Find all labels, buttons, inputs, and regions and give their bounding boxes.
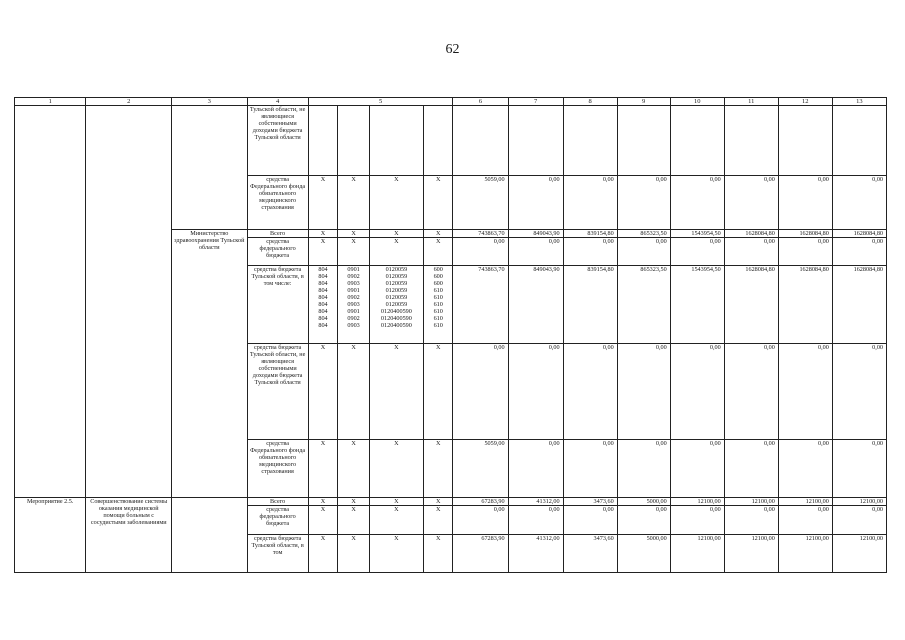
cell-value: 0,00 xyxy=(617,506,670,535)
cell-value: 3473,60 xyxy=(563,535,617,573)
code-entry: 0901 xyxy=(347,266,360,273)
code-entry: 600 xyxy=(433,273,443,280)
cell-source: средства бюджета Тульской области, в том xyxy=(247,535,308,573)
cell-value: 0,00 xyxy=(724,344,778,440)
cell-kbk: X xyxy=(423,344,453,440)
cell-value: 67283,90 xyxy=(453,535,508,573)
cell-value xyxy=(508,106,563,176)
cell-value: 41312,00 xyxy=(508,535,563,573)
cell-kbk: X xyxy=(338,238,370,266)
cell-value: 0,00 xyxy=(670,440,724,498)
code-entry: 610 xyxy=(433,301,443,308)
cell-value: 1628084,80 xyxy=(724,266,778,344)
cell-value xyxy=(563,106,617,176)
cell-value: 0,00 xyxy=(778,344,832,440)
cell-value: 0,00 xyxy=(563,506,617,535)
cell-source: средства федерального бюджета xyxy=(247,506,308,535)
code-entry: 610 xyxy=(433,315,443,322)
cell-value: 1628084,80 xyxy=(778,230,832,238)
cell-kbk: X xyxy=(369,498,423,506)
cell-col3 xyxy=(172,498,247,573)
code-entry: 0901 xyxy=(347,287,360,294)
cell-kbk: X xyxy=(423,440,453,498)
code-entry: 0902 xyxy=(347,294,360,301)
cell-kbk: X xyxy=(423,238,453,266)
code-entry: 0901 xyxy=(347,308,360,315)
cell-value: 1628084,80 xyxy=(832,266,886,344)
code-entry: 0120059 xyxy=(385,294,408,301)
header-cell: 3 xyxy=(172,98,247,106)
cell-value: 0,00 xyxy=(832,506,886,535)
cell-value: 12100,00 xyxy=(724,535,778,573)
cell-source: Тульской области, не являющиеся собственными доходами бюджета Тульской области xyxy=(247,106,308,176)
cell-kbk: X xyxy=(308,176,338,230)
header-cell: 5 xyxy=(308,98,453,106)
code-entry: 0903 xyxy=(347,322,360,329)
cell-value: 12100,00 xyxy=(832,498,886,506)
cell-value: 0,00 xyxy=(832,344,886,440)
cell-value: 743863,70 xyxy=(453,266,508,344)
cell-value: 41312,00 xyxy=(508,498,563,506)
cell-value: 0,00 xyxy=(724,440,778,498)
cell-value: 0,00 xyxy=(670,344,724,440)
cell-kbk xyxy=(308,106,338,176)
header-cell: 8 xyxy=(563,98,617,106)
header-cell: 12 xyxy=(778,98,832,106)
cell-value: 0,00 xyxy=(453,238,508,266)
cell-kbk-list xyxy=(308,266,338,344)
cell-kbk: X xyxy=(308,344,338,440)
code-entry: 0120059 xyxy=(385,266,408,273)
cell-kbk: X xyxy=(338,176,370,230)
code-entry: 0902 xyxy=(347,315,360,322)
cell-value: 12100,00 xyxy=(778,498,832,506)
code-entry: 0120059 xyxy=(385,301,408,308)
cell-value: 67283,90 xyxy=(453,498,508,506)
cell-value: 0,00 xyxy=(508,344,563,440)
cell-kbk-list xyxy=(338,266,370,344)
cell-kbk: X xyxy=(423,230,453,238)
code-entry: 804 xyxy=(318,287,328,294)
cell-kbk: X xyxy=(338,498,370,506)
code-entry: 804 xyxy=(318,315,328,322)
cell-value: 0,00 xyxy=(778,238,832,266)
code-entry: 0120059 xyxy=(385,287,408,294)
cell-value xyxy=(832,106,886,176)
code-entry: 0903 xyxy=(347,301,360,308)
cell-col1 xyxy=(15,106,86,498)
table-row xyxy=(15,498,887,506)
code-entry: 804 xyxy=(318,280,328,287)
table-row xyxy=(15,106,887,176)
cell-value: 0,00 xyxy=(453,344,508,440)
cell-kbk: X xyxy=(369,440,423,498)
cell-value: 0,00 xyxy=(563,440,617,498)
cell-value: 0,00 xyxy=(617,440,670,498)
cell-kbk: X xyxy=(308,230,338,238)
cell-kbk: X xyxy=(369,344,423,440)
cell-value: 1628084,80 xyxy=(778,266,832,344)
cell-value xyxy=(453,106,508,176)
cell-value: 0,00 xyxy=(832,238,886,266)
cell-value: 1628084,80 xyxy=(724,230,778,238)
cell-kbk: X xyxy=(369,506,423,535)
code-entry: 0902 xyxy=(347,273,360,280)
cell-value xyxy=(670,106,724,176)
cell-col1: Мероприятие 2.5. xyxy=(15,498,86,573)
code-entry: 804 xyxy=(318,266,328,273)
cell-value: 0,00 xyxy=(724,238,778,266)
cell-value: 5000,00 xyxy=(617,535,670,573)
header-cell: 6 xyxy=(453,98,508,106)
code-entry: 610 xyxy=(433,294,443,301)
code-entry: 0120400590 xyxy=(380,322,412,329)
cell-value: 0,00 xyxy=(563,238,617,266)
cell-value: 0,00 xyxy=(617,238,670,266)
code-entry: 804 xyxy=(318,322,328,329)
cell-value: 0,00 xyxy=(670,176,724,230)
cell-kbk: X xyxy=(338,230,370,238)
cell-col2 xyxy=(86,106,172,498)
cell-value: 865323,50 xyxy=(617,230,670,238)
cell-source: средства бюджета Тульской области, не являющиеся собственными доходами бюджета Тульской области xyxy=(247,344,308,440)
cell-kbk: X xyxy=(308,535,338,573)
code-entry: 804 xyxy=(318,308,328,315)
cell-value: 3473,60 xyxy=(563,498,617,506)
cell-value: 5059,00 xyxy=(453,176,508,230)
cell-kbk: X xyxy=(369,535,423,573)
cell-col3: Министерство здравоохранения Тульской области xyxy=(172,230,247,498)
cell-value: 839154,80 xyxy=(563,230,617,238)
cell-col2: Совершенствование системы оказания медицинской помощи больным с сосудистыми заболеваниями xyxy=(86,498,172,573)
code-entry: 0120059 xyxy=(385,273,408,280)
code-entry: 804 xyxy=(318,294,328,301)
budget-table xyxy=(14,97,887,573)
page-number: 62 xyxy=(445,42,460,57)
header-cell: 2 xyxy=(86,98,172,106)
cell-value: 0,00 xyxy=(617,176,670,230)
cell-value: 849043,90 xyxy=(508,230,563,238)
cell-kbk xyxy=(369,106,423,176)
cell-kbk: X xyxy=(369,230,423,238)
cell-kbk: X xyxy=(308,498,338,506)
cell-value: 0,00 xyxy=(778,506,832,535)
code-entry: 600 xyxy=(433,266,443,273)
cell-value: 12100,00 xyxy=(670,498,724,506)
cell-value: 0,00 xyxy=(832,176,886,230)
cell-value: 5059,00 xyxy=(453,440,508,498)
cell-kbk: X xyxy=(338,535,370,573)
cell-kbk: X xyxy=(308,440,338,498)
cell-value: 0,00 xyxy=(617,344,670,440)
cell-value: 12100,00 xyxy=(724,498,778,506)
cell-value xyxy=(724,106,778,176)
code-entry: 0120400590 xyxy=(380,308,412,315)
cell-value: 0,00 xyxy=(563,344,617,440)
cell-value: 0,00 xyxy=(508,238,563,266)
cell-kbk: X xyxy=(338,440,370,498)
header-cell: 1 xyxy=(15,98,86,106)
cell-value: 0,00 xyxy=(508,176,563,230)
code-entry: 0903 xyxy=(347,280,360,287)
code-entry: 610 xyxy=(433,287,443,294)
cell-value xyxy=(778,106,832,176)
cell-value: 849043,90 xyxy=(508,266,563,344)
header-row xyxy=(15,98,887,106)
cell-kbk xyxy=(423,106,453,176)
cell-value: 12100,00 xyxy=(832,535,886,573)
cell-value: 0,00 xyxy=(778,176,832,230)
cell-kbk: X xyxy=(423,535,453,573)
cell-value: 743863,70 xyxy=(453,230,508,238)
cell-kbk: X xyxy=(423,498,453,506)
code-entry: 0120059 xyxy=(385,280,408,287)
cell-source: Всего xyxy=(247,498,308,506)
cell-value: 0,00 xyxy=(832,440,886,498)
header-cell: 10 xyxy=(670,98,724,106)
cell-value: 839154,80 xyxy=(563,266,617,344)
cell-value: 1628084,80 xyxy=(832,230,886,238)
cell-value: 0,00 xyxy=(508,506,563,535)
cell-source: средства Федерального фонда обязательного медицинского страхования xyxy=(247,440,308,498)
cell-kbk: X xyxy=(369,176,423,230)
cell-kbk: X xyxy=(308,506,338,535)
cell-kbk: X xyxy=(369,238,423,266)
cell-value: 0,00 xyxy=(778,440,832,498)
cell-col3 xyxy=(172,106,247,230)
cell-kbk: X xyxy=(423,176,453,230)
header-cell: 9 xyxy=(617,98,670,106)
cell-value: 0,00 xyxy=(508,440,563,498)
cell-value xyxy=(617,106,670,176)
cell-source: средства федерального бюджета xyxy=(247,238,308,266)
cell-value: 12100,00 xyxy=(778,535,832,573)
cell-value: 5000,00 xyxy=(617,498,670,506)
cell-source: средства Федерального фонда обязательного медицинского страхования xyxy=(247,176,308,230)
cell-kbk: X xyxy=(338,344,370,440)
header-cell: 4 xyxy=(247,98,308,106)
cell-value: 0,00 xyxy=(563,176,617,230)
header-cell: 11 xyxy=(724,98,778,106)
code-entry: 600 xyxy=(433,280,443,287)
cell-kbk: X xyxy=(423,506,453,535)
cell-source: Всего xyxy=(247,230,308,238)
cell-value: 12100,00 xyxy=(670,535,724,573)
cell-kbk xyxy=(338,106,370,176)
code-entry: 610 xyxy=(433,322,443,329)
cell-value: 1543954,50 xyxy=(670,230,724,238)
cell-kbk-list xyxy=(369,266,423,344)
cell-value: 0,00 xyxy=(670,506,724,535)
cell-value: 0,00 xyxy=(724,176,778,230)
cell-value: 865323,50 xyxy=(617,266,670,344)
code-entry: 0120400590 xyxy=(380,315,412,322)
header-cell: 7 xyxy=(508,98,563,106)
cell-kbk: X xyxy=(308,238,338,266)
code-entry: 610 xyxy=(433,308,443,315)
code-entry: 804 xyxy=(318,301,328,308)
cell-value: 1543954,50 xyxy=(670,266,724,344)
cell-value: 0,00 xyxy=(724,506,778,535)
code-entry: 804 xyxy=(318,273,328,280)
cell-kbk-list xyxy=(423,266,453,344)
cell-value: 0,00 xyxy=(670,238,724,266)
header-cell: 13 xyxy=(832,98,886,106)
cell-kbk: X xyxy=(338,506,370,535)
cell-value: 0,00 xyxy=(453,506,508,535)
cell-source: средства бюджета Тульской области, в том числе: xyxy=(247,266,308,344)
